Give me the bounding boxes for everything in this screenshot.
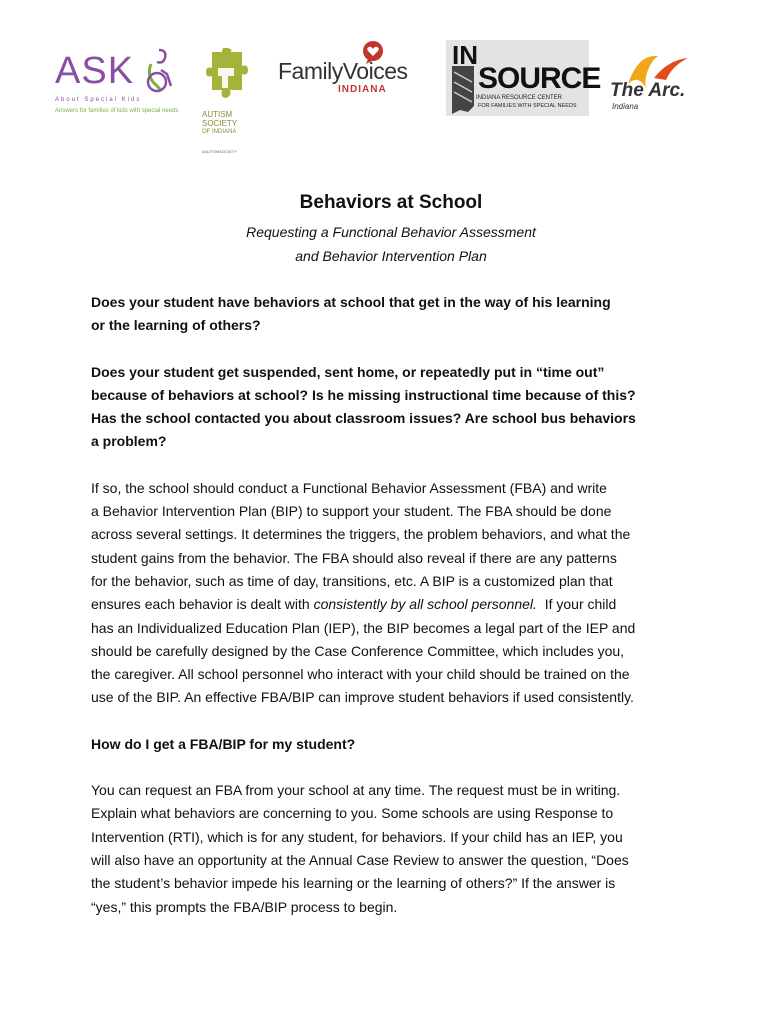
- in-source-line-1: INDIANA RESOURCE CENTER: [476, 95, 563, 101]
- wheelchair-figure-icon: [137, 44, 177, 96]
- paragraph-2-line-2: Explain what behaviors are concerning to you. Some schools are using Response to: [91, 805, 614, 822]
- puzzle-piece-icon: [204, 48, 250, 108]
- ask-logo-tagline: Answers for families of kids with special needs: [55, 108, 179, 114]
- paragraph-2-line-4: will also have an opportunity at the Annual Case Review to answer the question, “Does: [91, 851, 629, 868]
- family-voices-sub: INDIANA: [338, 84, 387, 95]
- question-1-line-1: Does your student have behaviors at school that get in the way of his learning: [91, 294, 611, 310]
- question-2-line-1: Does your student get suspended, sent home, or repeatedly put in “time out”: [91, 363, 605, 380]
- ask-logo: [55, 42, 185, 122]
- paragraph-2-line-3: Intervention (RTI), which is for any student, for behaviors. If your child has an IEP, you: [91, 828, 623, 845]
- subtitle-line-2: and Behavior Intervention Plan: [295, 248, 487, 264]
- paragraph-1-line-6c: If your child: [536, 596, 617, 613]
- family-voices-name: FamilyVoices: [278, 58, 408, 84]
- question-1-line-2: or the learning of others?: [91, 317, 261, 334]
- paragraph-1-emphasis: consistently by all school personnel.: [313, 596, 537, 613]
- the-arc-sub: Indiana: [612, 102, 639, 111]
- paragraph-2-line-1: You can request an FBA from your school at any time. The request must be in writing.: [91, 782, 621, 799]
- autism-line-3: OF INDIANA: [202, 129, 237, 135]
- in-source-source: SOURCE: [478, 62, 601, 95]
- subtitle-line-1: Requesting a Functional Behavior Assessment: [246, 224, 536, 240]
- paragraph-1-line-9: the caregiver. All school personnel who interact with your child should be trained on the: [91, 666, 630, 683]
- autism-society-tagline: #AUTISMSOCIETY: [202, 149, 237, 154]
- paragraph-1-line-5: for the behavior, such as time of day, transitions, etc. A BIP is a customized plan that: [91, 572, 613, 589]
- autism-line-1: AUTISM: [202, 110, 233, 119]
- paragraph-1-line-6a: ensures each behavior is dealt with: [91, 596, 314, 613]
- paragraph-1-line-7: has an Individualized Education Plan (IEP), the BIP becomes a legal part of the IEP and: [91, 619, 636, 636]
- question-2-line-3: Has the school contacted you about classroom issues? Are school bus behaviors: [91, 410, 636, 427]
- paragraph-1-line-8: should be carefully designed by the Case Conference Committee, which includes you,: [91, 642, 625, 659]
- in-source-line-2: FOR FAMILIES WITH SPECIAL NEEDS: [478, 103, 577, 109]
- logo-banner: [0, 0, 768, 170]
- paragraph-1-line-2: a Behavior Intervention Plan (BIP) to support your student. The FBA should be done: [91, 503, 612, 520]
- the-arc-logo: [604, 44, 714, 122]
- the-arc-name: The Arc.: [610, 80, 686, 101]
- paragraph-1-line-1: If so, the school should conduct a Functional Behavior Assessment (FBA) and write: [91, 479, 607, 496]
- paragraph-2-line-5: the student’s behavior impede his learning or the learning of others?” If the answer is: [91, 875, 616, 892]
- autism-society-logo: [200, 48, 256, 160]
- document-title: Behaviors at School: [299, 192, 483, 213]
- in-source-logo: [446, 40, 601, 116]
- question-2-line-4: a problem?: [91, 433, 167, 450]
- ask-logo-sub: About Special Kids: [55, 97, 142, 103]
- paragraph-1-line-6: [91, 593, 691, 616]
- paragraph-1-line-4: student gains from the behavior. The FBA should also reveal if there are any patterns: [91, 549, 617, 566]
- paragraph-2-line-6: “yes,” this prompts the FBA/BIP process to begin.: [91, 898, 398, 915]
- paragraph-1-line-10: use of the BIP. An effective FBA/BIP can improve student behaviors if used consistently.: [91, 689, 634, 706]
- document-body: [91, 186, 691, 919]
- in-source-in: IN: [452, 40, 478, 70]
- family-voices-logo: [278, 40, 436, 98]
- autism-line-2: SOCIETY: [202, 119, 238, 128]
- indiana-map-icon: [448, 66, 478, 114]
- autism-society-name: [202, 110, 254, 137]
- question-3: How do I get a FBA/BIP for my student?: [91, 735, 356, 752]
- paragraph-1-line-3: across several settings. It determines the triggers, the problem behaviors, and what the: [91, 526, 631, 543]
- question-2-line-2: because of behaviors at school? Is he missing instructional time because of this?: [91, 386, 636, 403]
- ask-logo-name: ASK: [55, 50, 135, 92]
